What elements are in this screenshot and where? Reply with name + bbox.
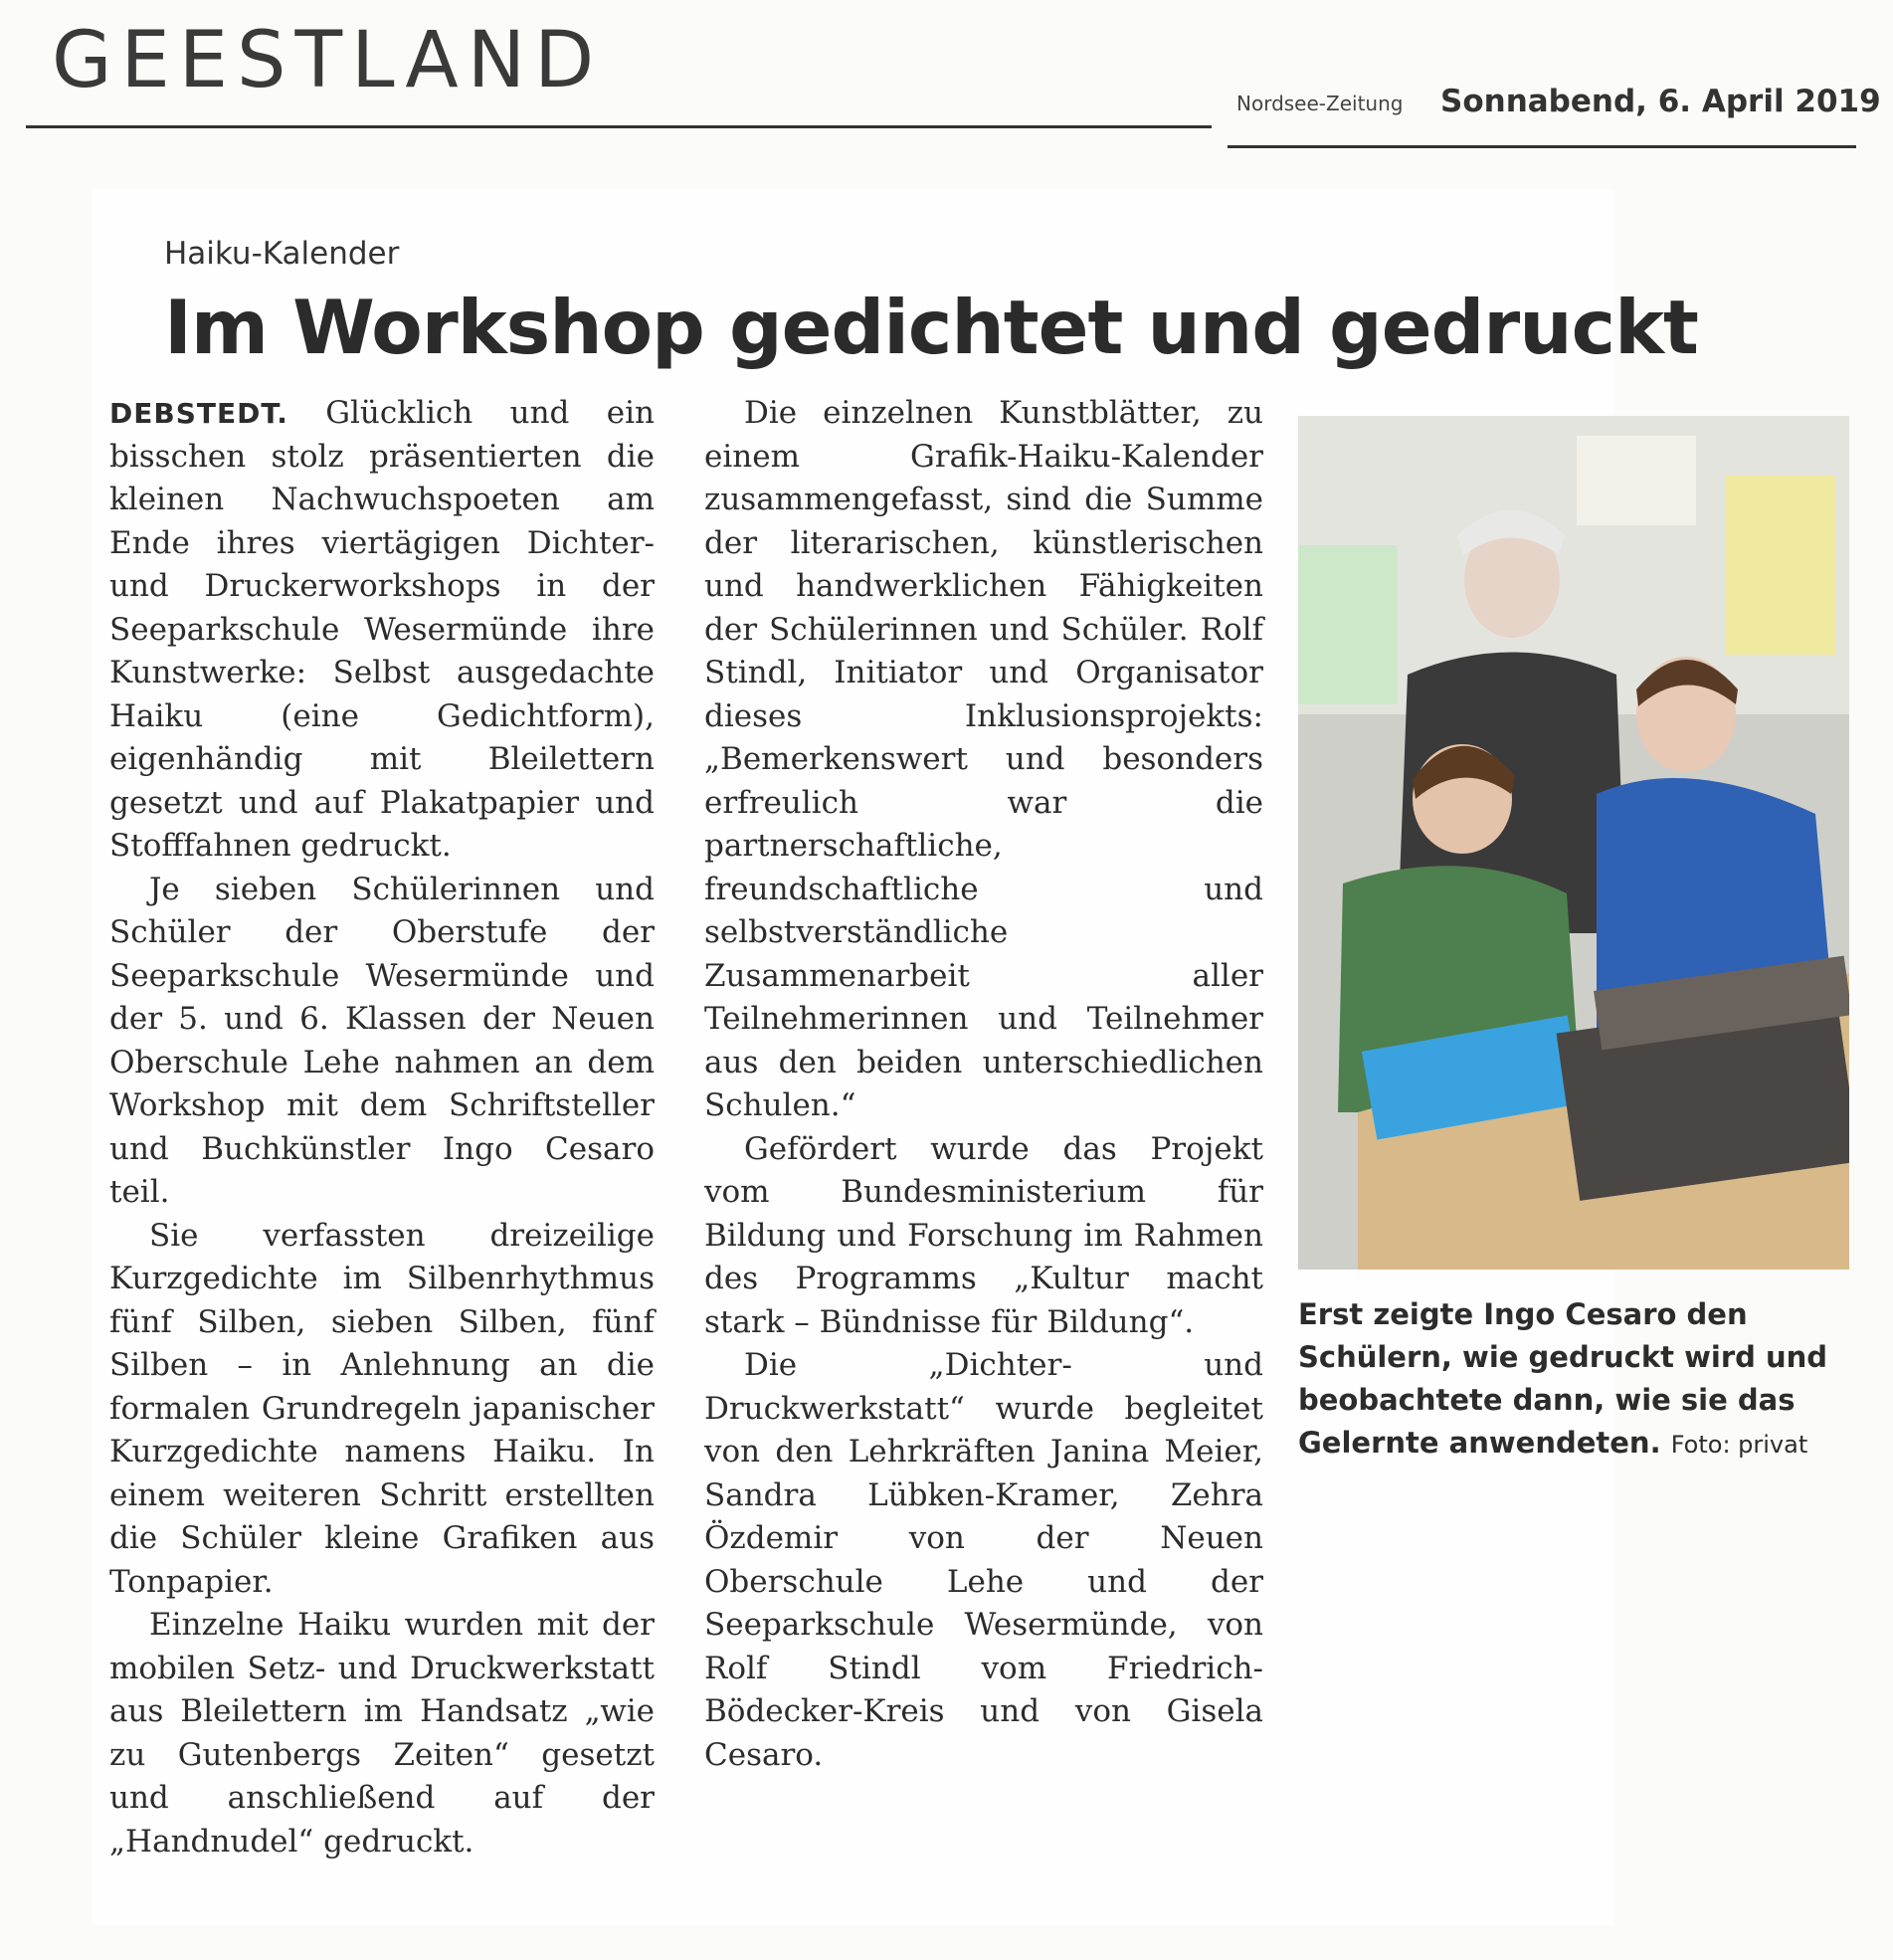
dateline: DEBSTEDT. xyxy=(109,397,288,430)
photo-poster xyxy=(1577,436,1696,525)
paragraph: Die „Dichter- und Druckwerkstatt“ wurde begleitet von den Lehrkräften Janina Meier, Sandra Lübken-Kramer, Zehra Özdemir von der Neuen Oberschule Lehe und der Seeparkschule Wesermünde, von Rolf Stindl vom Friedrich-Bödecker-Kreis und von Gisela Cesaro. xyxy=(704,1347,1263,1773)
photo-yellow-poster xyxy=(1726,476,1835,655)
paragraph: Je sieben Schülerinnen und Schüler der Oberstufe der Seeparkschule Wesermünde und der 5. und 6. Klassen der Neuen Oberschule Lehe nahmen an dem Workshop mit dem Schriftsteller und Buchkünstler Ingo Cesaro teil. xyxy=(109,871,655,1210)
photo-green-poster xyxy=(1298,545,1398,704)
paragraph: Einzelne Haiku wurden mit der mobilen Setz- und Druckwerkstatt aus Bleilettern im Handsatz „wie zu Gutenbergs Zeiten“ gesetzt und anschließend auf der „Handnudel“ gedruckt. xyxy=(109,1607,655,1860)
article-headline: Im Workshop gedichtet und gedruckt xyxy=(164,284,1698,371)
paragraph: Gefördert wurde das Projekt vom Bundesministerium für Bildung und Forschung im Rahmen des Programms „Kultur macht stark – Bündnisse für Bildung“. xyxy=(704,1130,1263,1340)
caption-text: Erst zeigte Ingo Cesaro den Schülern, wie gedruckt wird und beobachtete dann, wie sie das Gelernte anwendeten. xyxy=(1298,1297,1828,1460)
article-kicker: Haiku-Kalender xyxy=(164,236,400,272)
paragraph xyxy=(109,392,655,869)
issue-date: Sonnabend, 6. April 2019 xyxy=(1440,84,1881,119)
masthead-rule-right xyxy=(1228,145,1856,148)
photo-caption xyxy=(1298,1293,1855,1467)
article-column-2 xyxy=(704,392,1263,1777)
newspaper-name: Nordsee-Zeitung xyxy=(1236,92,1404,115)
article-photo xyxy=(1298,416,1849,1270)
photo-illustration xyxy=(1298,416,1849,1270)
section-title: GEESTLAND xyxy=(52,16,604,105)
paragraph-text: Glücklich und ein bisschen stolz präsentierten die kleinen Nachwuchspoeten am Ende ihres viertägigen Dichter- und Druckerworkshops in der Seeparkschule Wesermünde ihre Kunstwerke: Selbst ausgedachte Haiku (eine Gedichtform), eigenhändig mit Bleilettern gesetzt und auf Plakatpapier und Stofffahnen gedruckt. xyxy=(109,395,655,864)
photo-credit: Foto: privat xyxy=(1670,1431,1808,1459)
article-column-1 xyxy=(109,392,655,1863)
paragraph: Sie verfassten dreizeilige Kurzgedichte im Silbenrhythmus fünf Silben, sieben Silben, fünf Silben – in Anlehnung an die formalen Grundregeln japanischer Kurzgedichte namens Haiku. In einem weiteren Schritt erstellten die Schüler kleine Grafiken aus Tonpapier. xyxy=(109,1217,655,1600)
paragraph: Die einzelnen Kunstblätter, zu einem Grafik-Haiku-Kalender zusammengefasst, sind die Summe der literarischen, künstlerischen und handwerklichen Fähigkeiten der Schülerinnen und Schüler. Rolf Stindl, Initiator und Organisator dieses Inklusionsprojekts: „Bemerkenswert und besonders erfreulich war die partnerschaftliche, freundschaftliche und selbstverständliche Zusammenarbeit aller Teilnehmerinnen und Teilnehmer aus den beiden unterschiedlichen Schulen.“ xyxy=(704,395,1263,1123)
masthead-rule xyxy=(26,125,1212,128)
